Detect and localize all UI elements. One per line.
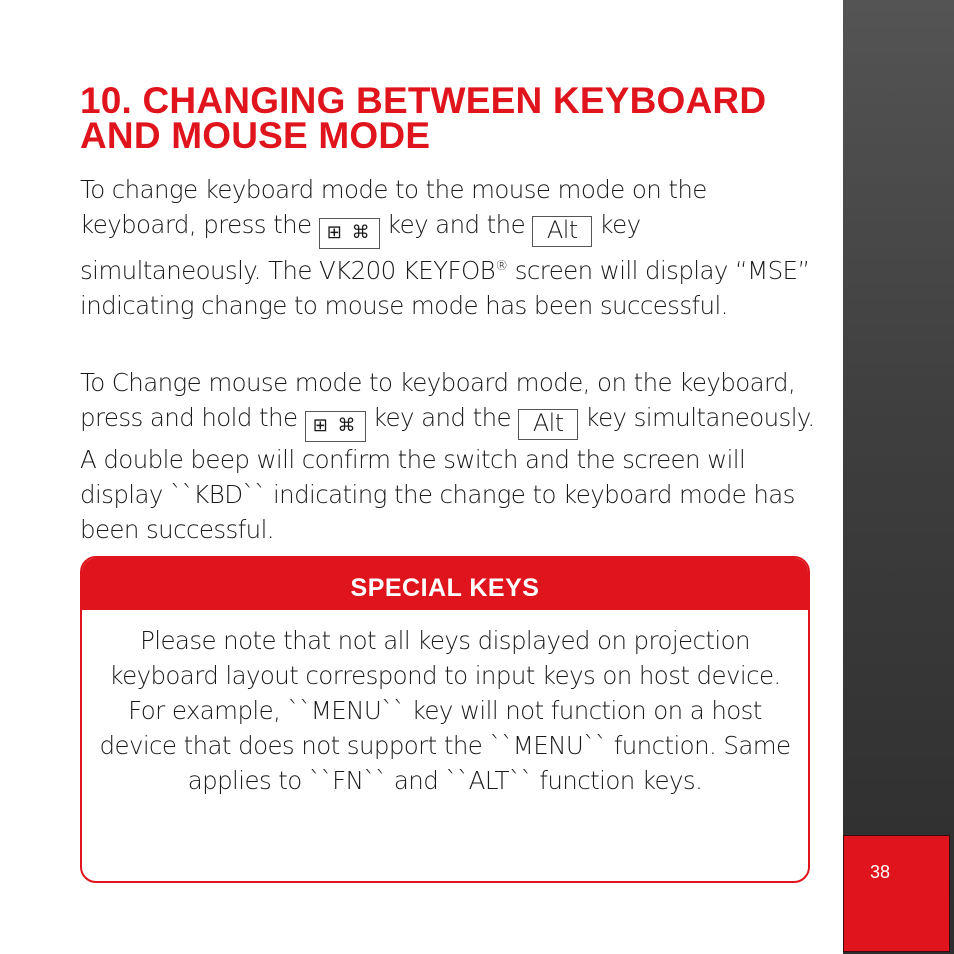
text-span: To Change mouse mode to keyboard mode, on the keyboard, press and hold the [80, 368, 796, 432]
special-keys-text: Please note that not all keys displayed on projection keyboard layout correspond to input keys on host device. For example, ``MENU`` key will not function on a host device that does not support the ``MENU`` function. Same applies to ``FN`` and ``ALT`` function keys. [99, 626, 791, 795]
page-number: 38 [870, 862, 891, 882]
windows-command-key-icon: ⊞ ⌘ [305, 411, 366, 442]
alt-key-icon: Alt [532, 216, 592, 247]
mouse-to-keyboard-paragraph [80, 365, 820, 547]
keyboard-to-mouse-paragraph [80, 172, 820, 323]
section-heading: 10. CHANGING BETWEEN KEYBOARD AND MOUSE MODE [80, 80, 767, 156]
special-keys-box [80, 556, 810, 883]
registered-mark: ® [495, 259, 508, 274]
text-span: key simultaneously. The VK200 KEYFOB [80, 210, 641, 285]
text-span: key and the [365, 403, 519, 432]
special-keys-title: SPECIAL KEYS [82, 558, 808, 610]
page-number-box [843, 835, 950, 952]
text-span: screen will display “MSE” indicating change to mouse mode has been successful. [80, 256, 810, 320]
windows-command-key-icon: ⊞ ⌘ [319, 218, 380, 249]
text-span: key simultaneously. A double beep will confirm the switch and the screen will display ``KBD`` indicating the change to keyboard mode has been successful. [80, 403, 815, 544]
text-span: key and the [379, 210, 533, 239]
page-sidebar [843, 0, 954, 954]
alt-key-icon: Alt [518, 409, 578, 440]
text-span: To change keyboard mode to the mouse mode on the keyboard, press the [80, 175, 707, 239]
